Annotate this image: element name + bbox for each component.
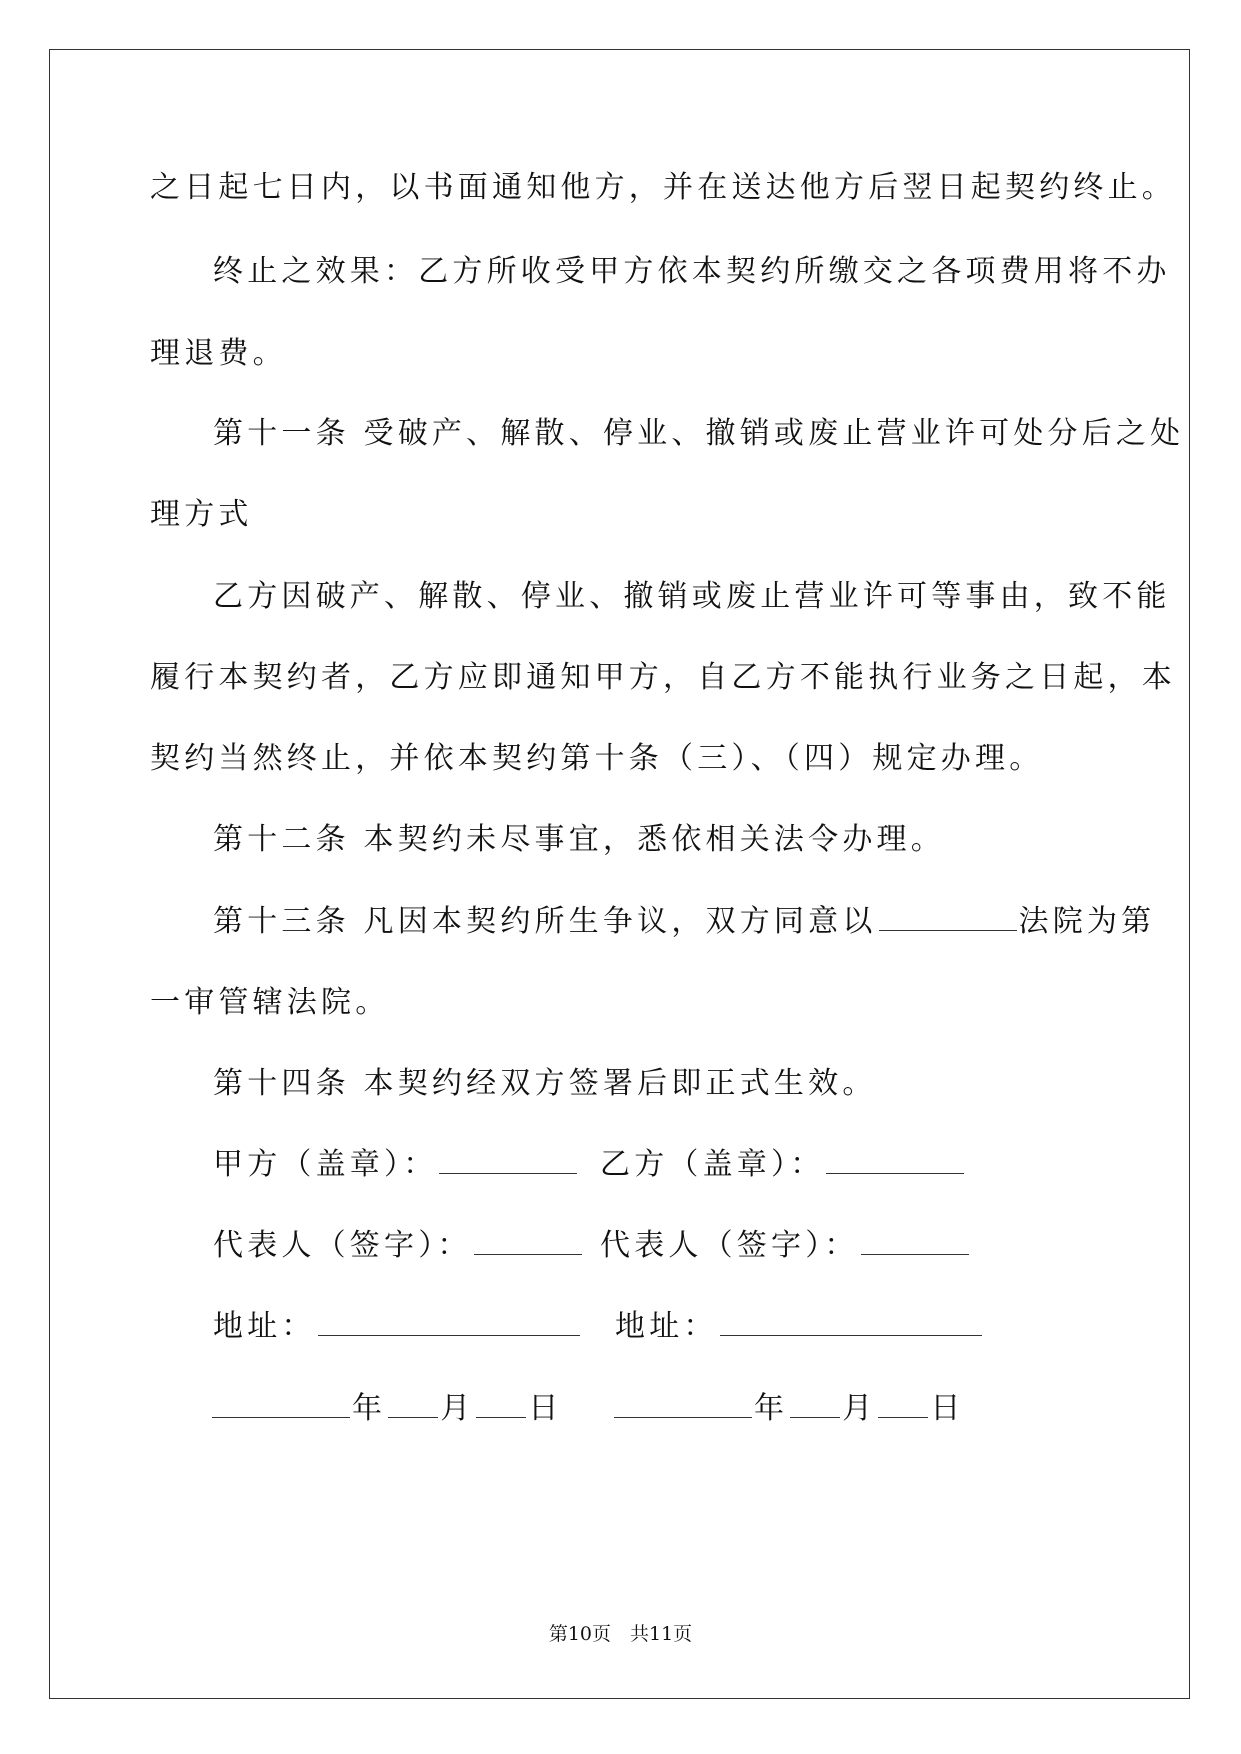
party-a-seal-label: 甲方（盖章）： — [213, 1147, 438, 1182]
date-a-day-blank — [476, 1389, 526, 1418]
address-b-label: 地址： — [615, 1309, 718, 1344]
rep-b-label: 代表人（签字）： — [600, 1228, 859, 1263]
rep-b-blank — [861, 1226, 969, 1255]
address-a — [213, 1307, 582, 1347]
page-border — [49, 49, 1190, 1699]
party-b-seal-label: 乙方（盖章）： — [600, 1147, 825, 1182]
party-a-seal — [213, 1145, 579, 1185]
page-number-footer: 第10页 共11页 — [548, 1623, 693, 1645]
date-b-month-label: 月 — [842, 1391, 877, 1426]
body-line-8: 契约当然终止，并依本契约第十条（三）、（四）规定办理。 — [150, 741, 1044, 776]
date-a-day-label: 日 — [528, 1391, 563, 1426]
rep-a-label: 代表人（签字）： — [213, 1228, 472, 1263]
date-a — [210, 1389, 563, 1429]
date-b-day-label: 日 — [930, 1391, 965, 1426]
date-a-month-label: 月 — [440, 1391, 475, 1426]
party-b-seal — [600, 1145, 966, 1185]
body-line-1: 之日起七日内，以书面通知他方，并在送达他方后翌日起契约终止。 — [150, 170, 1176, 205]
body-line-7: 履行本契约者，乙方应即通知甲方，自乙方不能执行业务之日起，本 — [150, 660, 1176, 695]
article-13 — [213, 902, 1155, 942]
body-line-11: 一审管辖法院。 — [150, 985, 390, 1020]
body-line-6: 乙方因破产、解散、停业、撤销或废止营业许可等事由，致不能 — [213, 579, 1171, 614]
date-b-year-label: 年 — [754, 1391, 789, 1426]
article-11-heading: 第十一条 受破产、解散、停业、撤销或废止营业许可处分后之处 — [213, 416, 1185, 451]
article-12: 第十二条 本契约未尽事宜，悉依相关法令办理。 — [213, 822, 945, 857]
date-b-month-blank — [790, 1389, 840, 1418]
body-line-2: 终止之效果：乙方所收受甲方依本契约所缴交之各项费用将不办 — [213, 254, 1171, 289]
address-b — [615, 1307, 984, 1347]
date-b-year-blank — [614, 1389, 752, 1418]
article-14: 第十四条 本契约经双方签署后即正式生效。 — [213, 1066, 877, 1101]
article-13-text-end: 法院为第 — [1018, 904, 1156, 939]
address-a-blank — [318, 1307, 580, 1336]
article-13-text: 第十三条 凡因本契约所生争议，双方同意以 — [213, 904, 877, 939]
body-line-5: 理方式 — [150, 497, 253, 532]
date-b — [612, 1389, 965, 1429]
date-a-year-label: 年 — [352, 1391, 387, 1426]
address-a-label: 地址： — [213, 1309, 316, 1344]
date-a-month-blank — [388, 1389, 438, 1418]
rep-b-signature — [600, 1226, 971, 1266]
party-a-seal-blank — [439, 1145, 577, 1174]
address-b-blank — [720, 1307, 982, 1336]
body-line-3: 理退费。 — [150, 336, 287, 371]
rep-a-blank — [474, 1226, 582, 1255]
date-b-day-blank — [878, 1389, 928, 1418]
rep-a-signature — [213, 1226, 584, 1266]
date-a-year-blank — [212, 1389, 350, 1418]
court-name-blank — [879, 902, 1017, 931]
party-b-seal-blank — [826, 1145, 964, 1174]
